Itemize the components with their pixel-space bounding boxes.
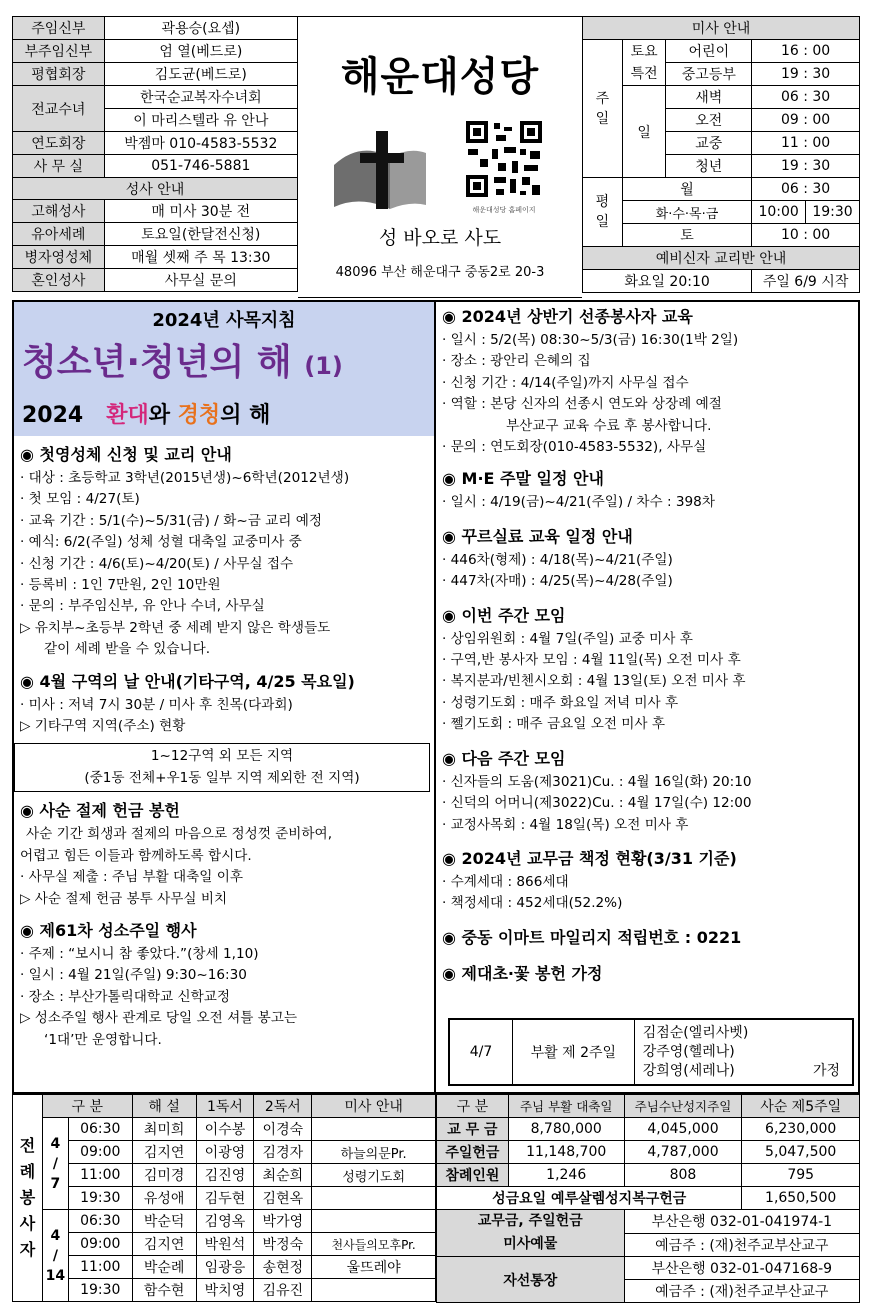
liturgy-time: 11:00 (68, 1256, 132, 1279)
sacrament-label: 병자영성체 (13, 246, 105, 269)
finance-label: 주일헌금 (437, 1141, 509, 1164)
banner-sub-year: 2024 (22, 403, 84, 428)
liturgy-date: 4 / 14 (42, 1210, 68, 1302)
text-line: ▷ 기타구역 지역(주소) 현황 (20, 718, 186, 735)
finance-special-value: 1,650,500 (742, 1187, 860, 1210)
staff-role: 주임신부 (13, 17, 105, 40)
text-line: · 책정세대 : 452세대(52.2%) (442, 895, 623, 912)
finance-header: 주님수난성지주일 (624, 1095, 742, 1118)
banner (14, 302, 434, 436)
staff-name: 김도균(베드로) (104, 63, 297, 86)
staff-name: 051-746-5881 (104, 155, 297, 178)
liturgy-cell: 이수봉 (196, 1118, 254, 1141)
right-column (442, 306, 856, 985)
mass-time: 09 : 00 (752, 109, 860, 132)
text-line: · 446차(형제) : 4/18(목)~4/21(주일) (442, 551, 673, 568)
text-line: ‘1대’만 운영합니다. (44, 1031, 162, 1048)
mass-name: 교중 (666, 132, 752, 155)
bank1-line: 부산은행 032-01-041974-1 (624, 1210, 859, 1234)
section-title: ◉ M·E 주말 일정 안내 (442, 469, 604, 489)
liturgy-cell: 유성애 (132, 1187, 196, 1210)
section-title: ◉ 다음 주간 모임 (442, 748, 566, 768)
text-line: · 일시 : 4월 21일(주일) 9:30~16:30 (20, 967, 247, 984)
banner-num: (1) (304, 352, 343, 380)
finance-value: 4,045,000 (624, 1118, 742, 1141)
mass-time: 06 : 30 (752, 86, 860, 109)
banner-sub-d: 의 해 (220, 403, 271, 428)
flower-name: 강희영(세레나) 가정 (642, 1062, 840, 1079)
liturgy-cell: 김지연 (132, 1233, 196, 1256)
staff-name: 박젬마 010-4583-5532 (104, 132, 297, 155)
liturgy-cell: 박치영 (196, 1279, 254, 1302)
text-line: · 문의 : 부주임신부, 유 안나 수녀, 사무실 (20, 598, 265, 615)
liturgy-cell: 하늘의문Pr. (312, 1141, 436, 1164)
liturgy-cell: 김영옥 (196, 1210, 254, 1233)
staff-role: 평협회장 (13, 63, 105, 86)
finance-value: 8,780,000 (508, 1118, 624, 1141)
mass-time: 11 : 00 (752, 132, 860, 155)
staff-role: 연도회장 (13, 132, 105, 155)
text-line: · 사무실 제출 : 주님 부활 대축일 이후 (20, 869, 243, 886)
finance-value: 11,148,700 (508, 1141, 624, 1164)
text-line: (중1동 전체+우1동 일부 지역 제외한 전 지역) (84, 769, 360, 786)
text-line: · 등록비 : 1인 7만원, 2인 10만원 (20, 577, 221, 594)
liturgy-header: 2독서 (254, 1095, 312, 1118)
finance-label: 교 무 금 (437, 1118, 509, 1141)
sacrament-value: 매월 셋째 주 목 13:30 (104, 246, 297, 269)
flower-week: 부활 제 2주일 (513, 1019, 635, 1085)
section-title: ◉ 꾸르실료 교육 일정 안내 (442, 526, 633, 546)
finance-header: 사순 제5주일 (742, 1095, 860, 1118)
banner-sub-c: 경청 (177, 403, 221, 428)
liturgy-time: 09:00 (68, 1141, 132, 1164)
text-line: · 대상 : 초등학교 3학년(2015년생)~6학년(2012년생) (20, 470, 350, 486)
mass-name: 중고등부 (666, 63, 752, 86)
staff-role: 사 무 실 (13, 155, 105, 178)
staff-name: 한국순교복자수녀회 (104, 86, 297, 109)
liturgy-time: 19:30 (68, 1187, 132, 1210)
liturgy-cell (312, 1279, 436, 1302)
banner-main (22, 334, 343, 385)
liturgy-cell: 김두현 (196, 1187, 254, 1210)
text-line: · 성령기도회 : 매주 화요일 저녁 미사 후 (442, 694, 679, 711)
text-line: · 상임위원회 : 4월 7일(주일) 교중 미사 후 (442, 630, 693, 647)
qr-code-icon (464, 119, 544, 199)
sacrament-value: 매 미사 30분 전 (104, 200, 297, 223)
flower-name: 강주영(헬레나) (642, 1043, 735, 1060)
mass-name: 화·수·목·금 (622, 201, 751, 224)
staff-name: 엄 열(베드로) (104, 40, 297, 63)
banner-main-text: 청소년·청년의 해 (22, 342, 292, 383)
text-line: ▷ 유치부~초등부 2학년 중 세례 받지 않은 학생들도 (20, 619, 331, 636)
mass-name: 청년 (666, 155, 752, 178)
liturgy-cell: 박순덕 (132, 1210, 196, 1233)
qr-caption: 해운대성당 홈페이지 (472, 206, 536, 214)
liturgy-cell: 김경자 (254, 1141, 312, 1164)
finance-value: 795 (742, 1164, 860, 1187)
bank2-label: 자선통장 (437, 1257, 625, 1303)
text-line: · 쩰기도회 : 매주 금요일 오전 미사 후 (442, 716, 665, 733)
finance-value: 1,246 (508, 1164, 624, 1187)
mass-name: 월 (622, 178, 751, 201)
section-title: ◉ 2024년 교무금 책정 현황(3/31 기준) (442, 848, 737, 868)
section-title: ◉ 이번 주간 모임 (442, 605, 566, 625)
text-line: · 일시 : 5/2(목) 08:30~5/3(금) 16:30(1박 2일) (442, 332, 739, 348)
liturgy-cell: 김미경 (132, 1164, 196, 1187)
text-line: · 역할 : 본당 신자의 선종시 연도와 상장례 예절 (442, 396, 722, 413)
section-title: ◉ 중동 이마트 마일리지 적립번호 : 0221 (442, 927, 742, 947)
finance-header: 구 분 (437, 1095, 509, 1118)
liturgy-cell: 박가영 (254, 1210, 312, 1233)
mass-time: 19 : 30 (752, 155, 860, 178)
mass-sunday-label: 주 일 (583, 40, 623, 178)
text-line: · 수계세대 : 866세대 (442, 873, 569, 890)
liturgy-cell: 박정숙 (254, 1233, 312, 1256)
liturgy-side-label: 전 례 봉 사 자 (13, 1095, 43, 1302)
flower-suffix: 가정 (812, 1062, 840, 1079)
section-title: ◉ 2024년 상반기 선종봉사자 교육 (442, 307, 693, 326)
liturgy-table (12, 1094, 436, 1302)
text-line: · 신청 기간 : 4/6(토)~4/20(토) / 사무실 접수 (20, 555, 294, 572)
mass-sun-label: 일 (622, 86, 666, 178)
catechumen-start: 주일 6/9 시작 (752, 270, 860, 293)
staff-name: 이 마리스텔라 유 안나 (104, 109, 297, 132)
liturgy-cell: 김유진 (254, 1279, 312, 1302)
liturgy-cell: 임광응 (196, 1256, 254, 1279)
banner-sub-a: 환대 (106, 403, 149, 428)
liturgy-cell: 김현옥 (254, 1187, 312, 1210)
mass-name: 어린이 (666, 40, 752, 63)
finance-value: 4,787,000 (624, 1141, 742, 1164)
parish-address: 48096 부산 해운대구 중동2로 20-3 (335, 265, 545, 280)
liturgy-cell: 이경숙 (254, 1118, 312, 1141)
finance-table (436, 1094, 860, 1303)
text-line: · 신덕의 어머니(제3022)Cu. : 4월 17일(수) 12:00 (442, 795, 752, 812)
text-line: 1~12구역 외 모든 지역 (150, 748, 294, 765)
liturgy-cell (312, 1187, 436, 1210)
text-line: · 신자들의 도움(제3021)Cu. : 4월 16일(화) 20:10 (442, 773, 752, 790)
parish-header (298, 16, 582, 298)
text-line: · 교육 기간 : 5/1(수)~5/31(금) / 화~금 교리 예정 (20, 512, 323, 529)
liturgy-cell: 김진영 (196, 1164, 254, 1187)
mass-weekday-label: 평 일 (583, 178, 623, 247)
banner-sub (22, 398, 270, 429)
catechumen-time: 화요일 20:10 (583, 270, 752, 293)
bank1-label-a: 교무금, 주일헌금 (477, 1213, 583, 1229)
bank2-line: 부산은행 032-01-047168-9 (624, 1257, 859, 1280)
staff-table (12, 16, 298, 292)
mass-time: 16 : 00 (752, 40, 860, 63)
section-title: ◉ 제61차 성소주일 행사 (20, 920, 197, 940)
finance-label: 참례인원 (437, 1164, 509, 1187)
liturgy-time: 06:30 (68, 1118, 132, 1141)
text-line: · 미사 : 저녁 7시 30분 / 미사 후 친목(다과회) (20, 696, 293, 713)
text-line: 같이 세례 받을 수 있습니다. (44, 641, 211, 658)
text-line: · 주제 : “보시니 참 좋았다.”(창세 1,10) (20, 945, 259, 962)
finance-value: 5,047,500 (742, 1141, 860, 1164)
parish-name: 해운대성당 (340, 54, 540, 100)
left-column (20, 444, 432, 1051)
liturgy-cell: 김지연 (132, 1141, 196, 1164)
sacrament-title: 성사 안내 (13, 178, 298, 200)
sacrament-label: 혼인성사 (13, 269, 105, 292)
liturgy-header: 미사 안내 (312, 1095, 436, 1118)
text-line: · 복지분과/빈첸시오회 : 4월 13일(토) 오전 미사 후 (442, 673, 746, 690)
flower-date: 4/7 (449, 1019, 513, 1085)
sacrament-value: 토요일(한달전신청) (104, 223, 297, 246)
sacrament-label: 고해성사 (13, 200, 105, 223)
parish-patron: 성 바오로 사도 (378, 227, 502, 249)
liturgy-cell: 함수현 (132, 1279, 196, 1302)
bank1-label (437, 1210, 625, 1257)
text-line: · 예식: 6/2(주일) 성체 성혈 대축일 교중미사 중 (20, 534, 302, 551)
banner-top: 2024년 사목지침 (152, 310, 296, 331)
mass-name: 오전 (666, 109, 752, 132)
mass-time: 19:30 (806, 201, 860, 224)
text-line: ▷ 성소주일 행사 관계로 당일 오전 셔틀 봉고는 (20, 1010, 298, 1027)
region-box (14, 743, 430, 792)
text-line: · 장소 : 광안리 은혜의 집 (442, 353, 591, 370)
text-line: · 첫 모임 : 4/27(토) (20, 491, 140, 508)
finance-header: 주님 부활 대축일 (508, 1095, 624, 1118)
mass-time: 19 : 30 (752, 63, 860, 86)
finance-value: 6,230,000 (742, 1118, 860, 1141)
staff-name: 곽용승(요셉) (104, 17, 297, 40)
liturgy-cell: 천사들의모후Pr. (312, 1233, 436, 1256)
section-title: ◉ 사순 절제 헌금 봉헌 (20, 801, 180, 821)
liturgy-cell (312, 1210, 436, 1233)
section-title: ◉ 4월 구역의 날 안내(기타구역, 4/25 목요일) (20, 671, 355, 691)
liturgy-cell: 성령기도회 (312, 1164, 436, 1187)
text-line: · 구역,반 봉사자 모임 : 4월 11일(목) 오전 미사 후 (442, 652, 741, 669)
liturgy-date: 4 / 7 (42, 1118, 68, 1210)
text-line: · 장소 : 부산가톨릭대학교 신학교정 (20, 988, 231, 1005)
text-line: 사순 기간 희생과 절제의 마음으로 정성껏 준비하여, (26, 826, 333, 843)
liturgy-cell: 박원석 (196, 1233, 254, 1256)
text-line: · 신청 기간 : 4/14(주일)까지 사무실 접수 (442, 374, 689, 391)
section-title: ◉ 제대초·꽃 봉헌 가정 (442, 963, 603, 983)
bank1-line: 예금주 : (재)천주교부산교구 (624, 1233, 859, 1257)
text-line: 어렵고 힘든 이들과 함께하도록 합시다. (20, 847, 252, 864)
section-title: ◉ 첫영성체 신청 및 교리 안내 (20, 445, 232, 464)
mass-name: 토 (622, 224, 751, 247)
parish-logo-icon (330, 117, 430, 213)
banner-sub-b: 와 (148, 403, 170, 428)
flower-name: 김점순(엘리사벳) (642, 1024, 749, 1041)
mass-sat-label: 토요 특전 (622, 40, 666, 86)
finance-value: 808 (624, 1164, 742, 1187)
flower-names (634, 1019, 853, 1085)
staff-role: 전교수녀 (13, 86, 105, 132)
column-divider (434, 300, 436, 1094)
text-line: · 일시 : 4/19(금)~4/21(주일) / 차수 : 398차 (442, 494, 715, 511)
mass-title: 미사 안내 (583, 17, 860, 40)
mass-table (582, 16, 860, 293)
liturgy-header: 구 분 (42, 1095, 132, 1118)
liturgy-cell: 이광영 (196, 1141, 254, 1164)
mass-time: 10 : 00 (752, 224, 860, 247)
flower-table (448, 1018, 854, 1086)
text-line: ▷ 사순 절제 헌금 봉투 사무실 비치 (20, 890, 228, 907)
bank2-line: 예금주 : (재)천주교부산교구 (624, 1280, 859, 1303)
sacrament-value: 사무실 문의 (104, 269, 297, 292)
text-line: · 문의 : 연도회장(010-4583-5532), 사무실 (442, 439, 707, 456)
liturgy-time: 09:00 (68, 1233, 132, 1256)
sacrament-label: 유아세례 (13, 223, 105, 246)
text-line: · 447차(자매) : 4/25(목)~4/28(주일) (442, 573, 673, 590)
finance-special-label: 성금요일 예루살렘성지복구헌금 (437, 1187, 742, 1210)
mass-time: 06 : 30 (752, 178, 860, 201)
liturgy-header: 해 설 (132, 1095, 196, 1118)
catechumen-title: 예비신자 교리반 안내 (583, 247, 860, 270)
liturgy-time: 11:00 (68, 1164, 132, 1187)
liturgy-time: 06:30 (68, 1210, 132, 1233)
liturgy-time: 19:30 (68, 1279, 132, 1302)
text-line: · 교정사목회 : 4월 18일(목) 오전 미사 후 (442, 816, 689, 833)
liturgy-cell (312, 1118, 436, 1141)
liturgy-cell: 최미희 (132, 1118, 196, 1141)
liturgy-header: 1독서 (196, 1095, 254, 1118)
mass-time: 10:00 (752, 201, 806, 224)
text-line: 부산교구 교육 수료 후 봉사합니다. (506, 417, 712, 434)
staff-role: 부주임신부 (13, 40, 105, 63)
liturgy-cell: 최순희 (254, 1164, 312, 1187)
liturgy-cell: 송현정 (254, 1256, 312, 1279)
mass-name: 새벽 (666, 86, 752, 109)
liturgy-cell: 울뜨레야 (312, 1256, 436, 1279)
liturgy-cell: 박순례 (132, 1256, 196, 1279)
bank1-label-b: 미사예물 (503, 1236, 558, 1252)
